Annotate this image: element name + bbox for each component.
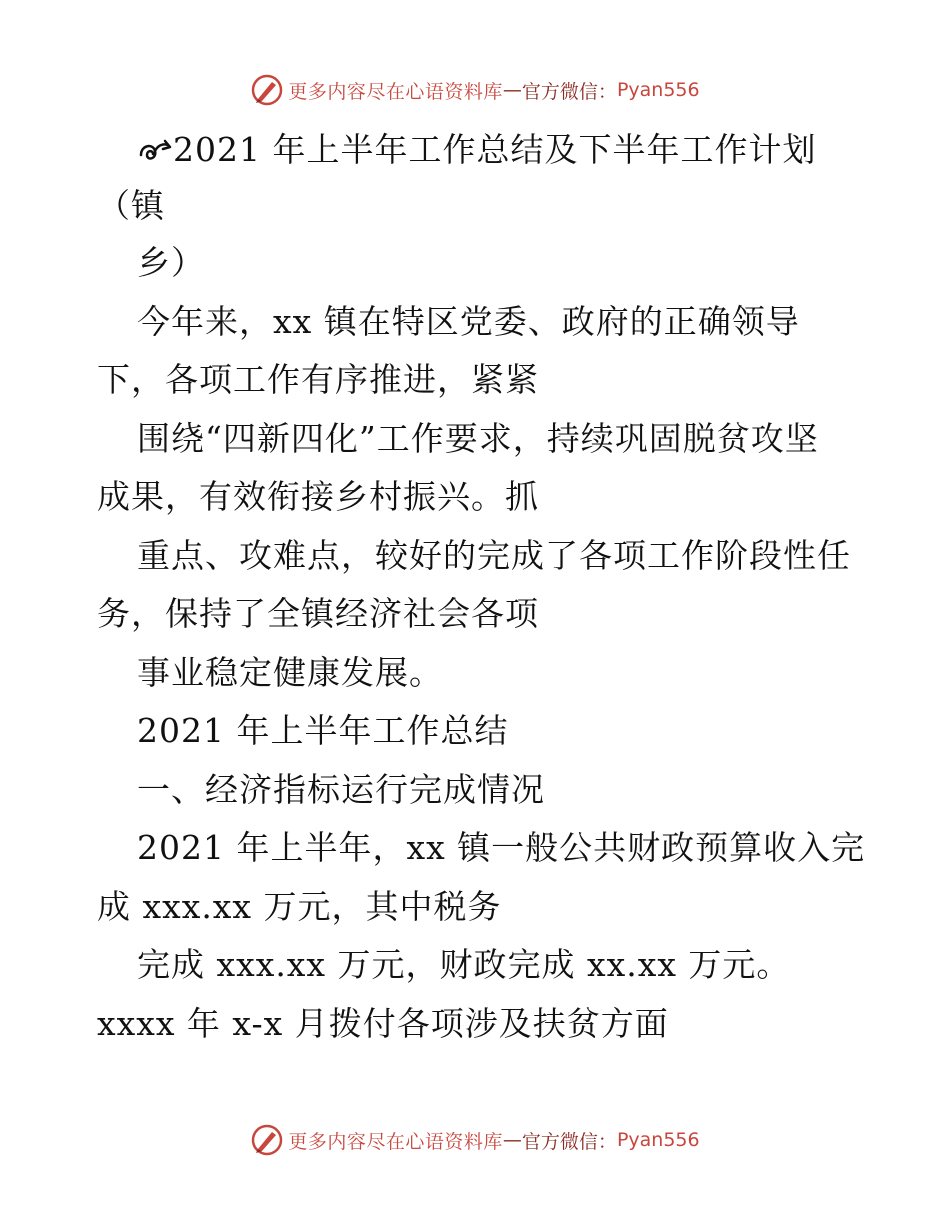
doc-line: 下，各项工作有序推进，紧紧 (97, 360, 539, 399)
pen-logo-icon (250, 73, 284, 107)
doc-line: 2021 年上半年，xx 镇一般公共财政预算收入完 (137, 828, 866, 867)
watermark-wechat-id: Pyan556 (616, 79, 700, 101)
doc-line: 事业稳定健康发展。 (137, 653, 443, 692)
watermark-wechat-id: Pyan556 (616, 1129, 700, 1151)
watermark-footer (0, 1120, 950, 1160)
watermark-wechat-label: 官方微信： (521, 80, 617, 103)
doc-line: 成 xxx.xx 万元，其中税务 (97, 887, 502, 926)
doc-line: 成果，有效衔接乡村振兴。抓 (97, 477, 539, 516)
doc-line: 围绕“四新四化”工作要求，持续巩固脱贫攻坚 (137, 419, 819, 458)
doc-title-line (137, 130, 816, 170)
watermark-site-text: 更多内容尽在心语资料库 (288, 80, 503, 103)
doc-line: 乡） (137, 243, 205, 282)
doc-title: 2021 年上半年工作总结及下半年工作计划 (173, 130, 817, 169)
watermark-site-text: 更多内容尽在心语资料库 (288, 1130, 503, 1153)
doc-line: 务，保持了全镇经济社会各项 (97, 594, 539, 633)
doc-line: xxxx 年 x-x 月拨付各项涉及扶贫方面 (97, 1004, 669, 1043)
watermark-dash: — (502, 1129, 522, 1151)
watermark-dash: — (502, 79, 522, 101)
doc-line: 今年来，xx 镇在特区党委、政府的正确领导 (137, 302, 800, 341)
doc-line: 完成 xxx.xx 万元，财政完成 xx.xx 万元。 (137, 945, 791, 984)
section-heading: 2021 年上半年工作总结 (137, 711, 509, 750)
doc-line: （镇 (97, 186, 165, 225)
watermark-wechat-label: 官方微信： (521, 1130, 617, 1153)
doc-line: 重点、攻难点，较好的完成了各项工作阶段性任 (137, 536, 851, 575)
subsection-heading: 一、经济指标运行完成情况 (137, 770, 545, 809)
swirl-ornament-icon (137, 135, 173, 165)
watermark-header (0, 70, 950, 110)
pen-logo-icon (250, 1123, 284, 1157)
